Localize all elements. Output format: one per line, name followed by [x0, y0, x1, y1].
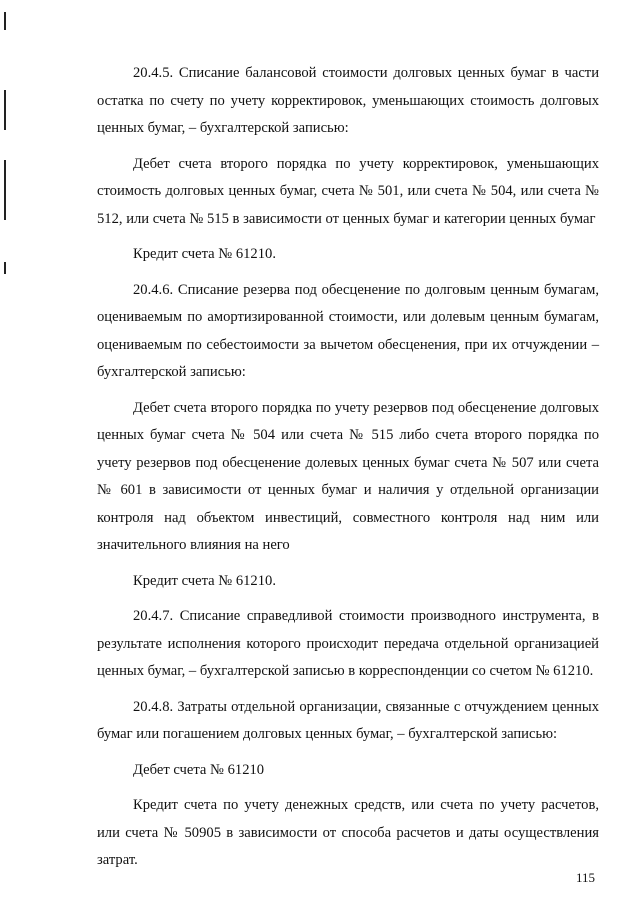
scan-edge-mark	[4, 262, 6, 274]
page-number: 115	[576, 870, 596, 885]
debit-entry: Дебет счета второго порядка по учету корректировок, уменьшающих стоимость долговых ценных бумаг, счета № 501, или счета № 504, или счета № 512, или счета № 515 в зависимости от ценных бумаг и категории ценных бумаг	[97, 155, 599, 227]
scan-edge-mark	[4, 90, 6, 130]
paragraph-20-4-7: 20.4.7. Списание справедливой стоимости производного инструмента, в результате исполнения которого происходит передача отдельной организацией ценных бумаг, – бухгалтерской записью в корреспонденции со счетом № 61210.	[97, 608, 599, 679]
paragraph-20-4-8: 20.4.8. Затраты отдельной организации, связанные с отчуждением ценных бумаг или погашением долговых ценных бумаг, – бухгалтерской записью:	[97, 698, 599, 742]
debit-entry: Дебет счета второго порядка по учету резервов под обесценение долговых ценных бумаг счета № 504 или счета № 515 либо счета второго порядка по учету резервов под обесценение долевых ценных бумаг счета № 507 или счета № 601 в зависимости от ценных бумаг и наличия у отдельной организации контроля над объектом инвестиций, совместного контроля над ним или значительного влияния на него	[97, 399, 599, 553]
credit-entry: Кредит счета № 61210.	[133, 572, 276, 589]
paragraph-20-4-6: 20.4.6. Списание резерва под обесценение по долговым ценным бумагам, оцениваемым по амортизированной стоимости, или долевым ценным бумагам, оцениваемым по себестоимости за вычетом обесценения, при их отчуждении – бухгалтерской записью:	[97, 281, 599, 380]
scan-edge-mark	[4, 160, 6, 220]
scan-edge-mark	[4, 12, 6, 30]
credit-entry: Кредит счета по учету денежных средств, или счета по учету расчетов, или счета № 50905 в зависимости от способа расчетов и даты осуществления затрат.	[97, 797, 599, 868]
credit-entry: Кредит счета № 61210.	[133, 246, 276, 262]
paragraph-20-4-5: 20.4.5. Списание балансовой стоимости долговых ценных бумаг в части остатка по счету по учету корректировок, уменьшающих стоимость долговых ценных бумаг, – бухгалтерской записью:	[97, 65, 599, 136]
debit-entry: Дебет счета № 61210	[133, 761, 265, 778]
document-body	[97, 60, 599, 875]
